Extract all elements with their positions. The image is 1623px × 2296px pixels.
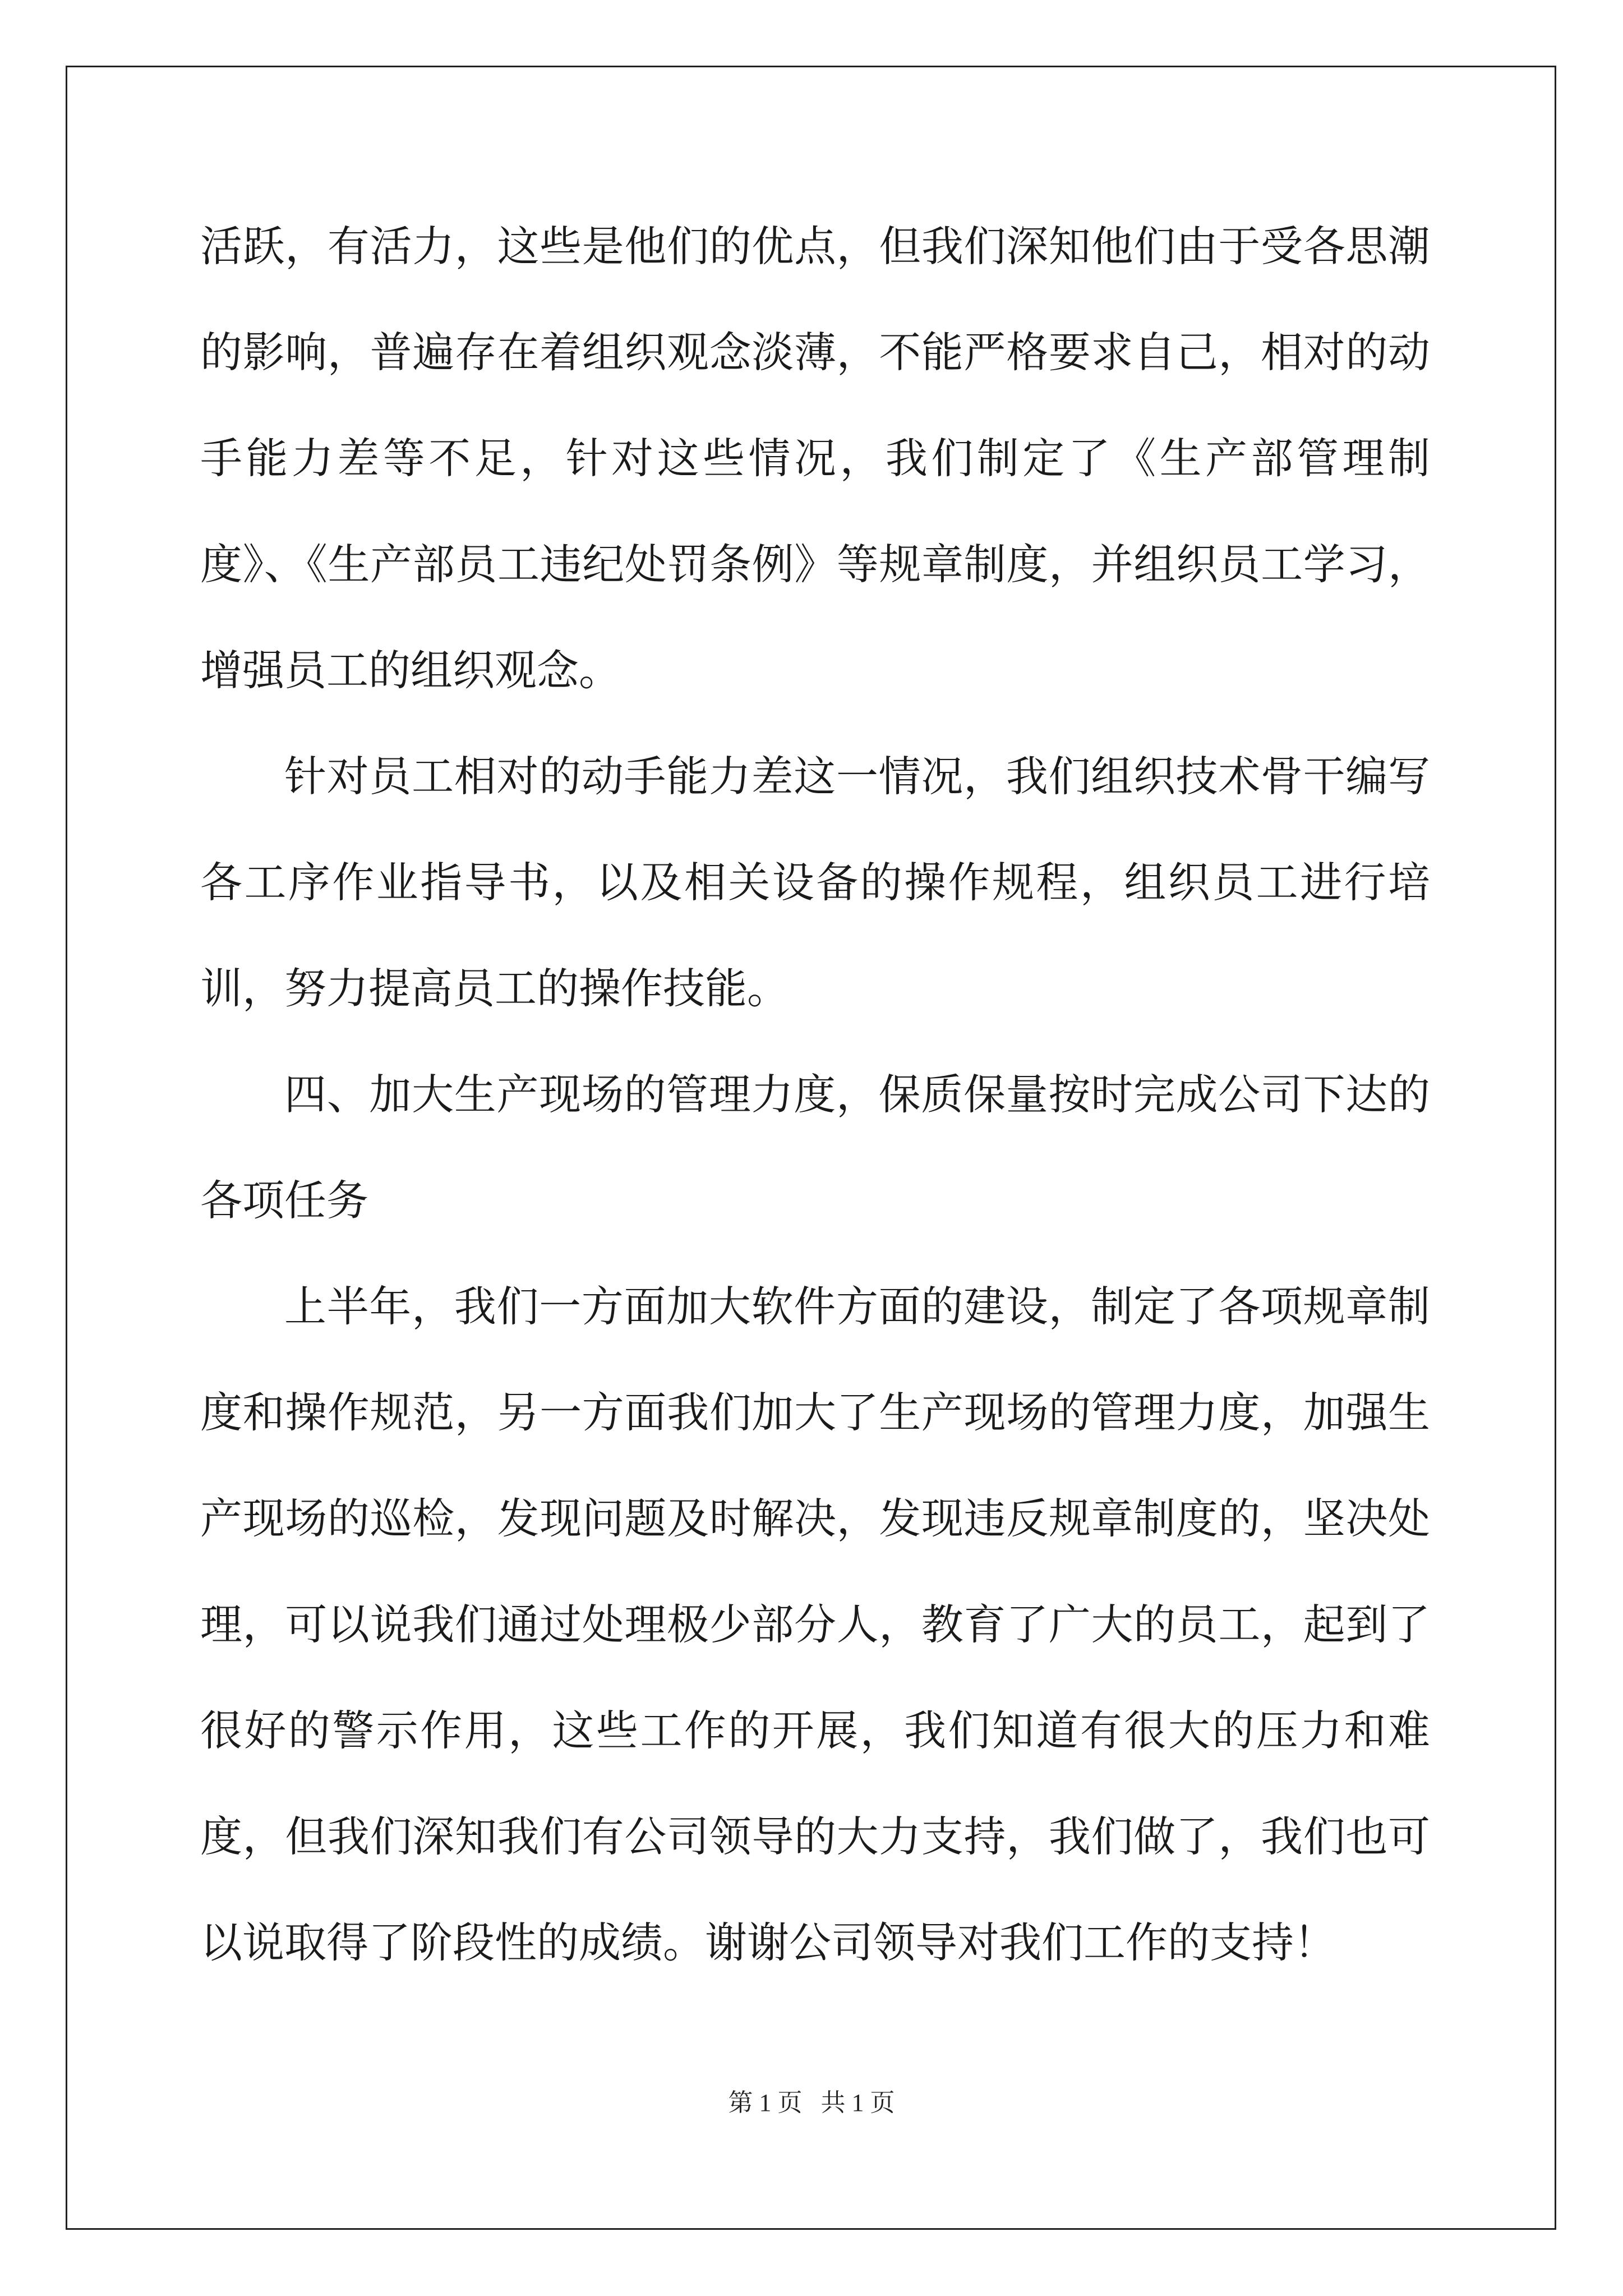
paragraph: 针对员工相对的动手能力差这一情况，我们组织技术骨干编写各工序作业指导书，以及相关设备的操作规程，组织员工进行培训，努力提高员工的操作技能。 bbox=[200, 752, 1430, 1013]
document-body bbox=[200, 194, 1430, 1996]
section-heading: 四、加大生产现场的管理力度，保质保量按时完成公司下达的各项任务 bbox=[200, 1070, 1430, 1225]
page-number: 第 1 页 共 1 页 bbox=[728, 2089, 895, 2116]
paragraph: 上半年，我们一方面加大软件方面的建设，制定了各项规章制度和操作规范，另一方面我们加大了生产现场的管理力度，加强生产现场的巡检，发现问题及时解决，发现违反规章制度的，坚决处理，可以说我们通过处理极少部分人，教育了广大的员工，起到了很好的警示作用，这些工作的开展，我们知道有很大的压力和难度，但我们深知我们有公司领导的大力支持，我们做了，我们也可以说取得了阶段性的成绩。谢谢公司领导对我们工作的支持！ bbox=[200, 1282, 1430, 1967]
paragraph: 活跃，有活力，这些是他们的优点，但我们深知他们由于受各思潮的影响，普遍存在着组织观念淡薄，不能严格要求自己，相对的动手能力差等不足，针对这些情况，我们制定了《生产部管理制度》、《生产部员工违纪处罚条例》等规章制度，并组织员工学习，增强员工的组织观念。 bbox=[200, 222, 1430, 695]
